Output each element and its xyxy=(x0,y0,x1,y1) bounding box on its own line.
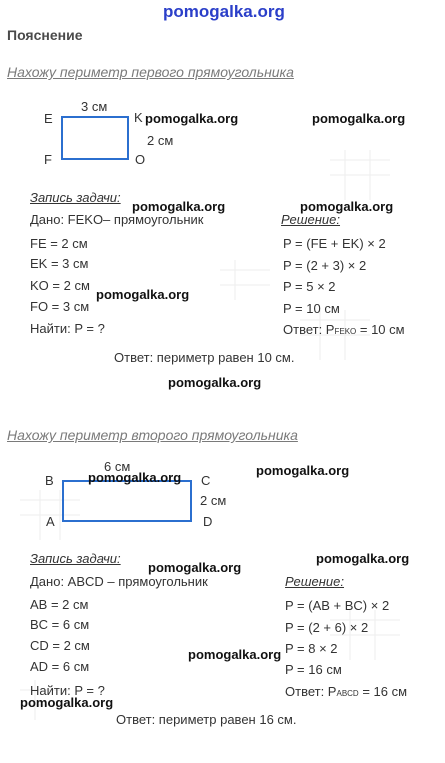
task1-given-5: Найти: P = ? xyxy=(30,321,105,336)
task2-heading: Нахожу периметр второго прямоугольника xyxy=(7,427,298,443)
task2-given-1: AB = 2 см xyxy=(30,597,89,612)
site-header-logo[interactable]: pomogalka.org xyxy=(163,2,285,21)
task1-given-1: FE = 2 см xyxy=(30,236,88,251)
task2-solution-0: P = (AB + BC) × 2 xyxy=(285,598,390,613)
task2-given-2: BC = 6 см xyxy=(30,617,90,632)
task2-vertex-d: D xyxy=(203,514,213,529)
task2-solution-2: P = 8 × 2 xyxy=(285,641,338,656)
task2-given-0: Дано: ABCD – прямоугольник xyxy=(30,574,208,589)
watermark: pomogalka.org xyxy=(256,463,350,478)
task1-answer-line: Ответ: PFEKO = 10 см xyxy=(283,322,405,337)
task2-vertex-b: B xyxy=(45,473,54,488)
watermark: pomogalka.org xyxy=(88,470,182,485)
task2-top-side-length: 6 см xyxy=(104,459,131,474)
task1-right-side-length: 2 см xyxy=(147,133,174,148)
task1-solution-0: P = (FE + EK) × 2 xyxy=(283,236,386,251)
task2-given-5: Найти: P = ? xyxy=(30,683,105,698)
task2-vertex-a: A xyxy=(46,514,55,529)
task1-vertex-k: K xyxy=(134,110,143,125)
task1-rectangle xyxy=(61,116,129,160)
task1-final-answer: Ответ: периметр равен 10 см. xyxy=(114,350,295,365)
task2-solution-1: P = (2 + 6) × 2 xyxy=(285,620,369,635)
watermark: pomogalka.org xyxy=(168,375,262,390)
task1-record-title: Запись задачи: xyxy=(30,190,121,205)
task1-vertex-f: F xyxy=(44,152,52,167)
task1-given-2: EK = 3 см xyxy=(30,256,89,271)
task1-solution-title: Решение: xyxy=(281,212,341,227)
watermark: pomogalka.org xyxy=(132,199,226,214)
task1-given-0: Дано: FEKO– прямоугольник xyxy=(30,212,204,227)
watermark: pomogalka.org xyxy=(20,695,114,710)
task2-answer-line: Ответ: PABCD = 16 см xyxy=(285,684,408,699)
task2-final-answer: Ответ: периметр равен 16 см. xyxy=(116,712,297,727)
task2-record-title: Запись задачи: xyxy=(30,551,121,566)
task2-solution-3: P = 16 см xyxy=(285,662,342,677)
watermark: pomogalka.org xyxy=(300,199,394,214)
task1-given-3: KO = 2 см xyxy=(30,278,90,293)
task1-solution-3: P = 10 см xyxy=(283,301,340,316)
task2-given-3: CD = 2 см xyxy=(30,638,90,653)
watermark: pomogalka.org xyxy=(96,287,190,302)
watermark: pomogalka.org xyxy=(316,551,410,566)
task1-top-side-length: 3 см xyxy=(81,99,108,114)
task2-right-side-length: 2 см xyxy=(200,493,227,508)
task2-solution-title: Решение: xyxy=(285,574,345,589)
task2-vertex-c: C xyxy=(201,473,211,488)
task2-rectangle xyxy=(62,480,192,522)
task1-vertex-e: E xyxy=(44,111,53,126)
watermark: pomogalka.org xyxy=(148,560,242,575)
watermark: pomogalka.org xyxy=(188,647,282,662)
watermark: pomogalka.org xyxy=(312,111,406,126)
section-title: Пояснение xyxy=(7,27,83,43)
task1-solution-2: P = 5 × 2 xyxy=(283,279,336,294)
task2-given-4: AD = 6 см xyxy=(30,659,90,674)
task1-heading: Нахожу периметр первого прямоугольника xyxy=(7,64,294,80)
watermark: pomogalka.org xyxy=(145,111,239,126)
task1-solution-1: P = (2 + 3) × 2 xyxy=(283,258,367,273)
task1-vertex-o: O xyxy=(135,152,146,167)
task1-given-4: FO = 3 см xyxy=(30,299,90,314)
